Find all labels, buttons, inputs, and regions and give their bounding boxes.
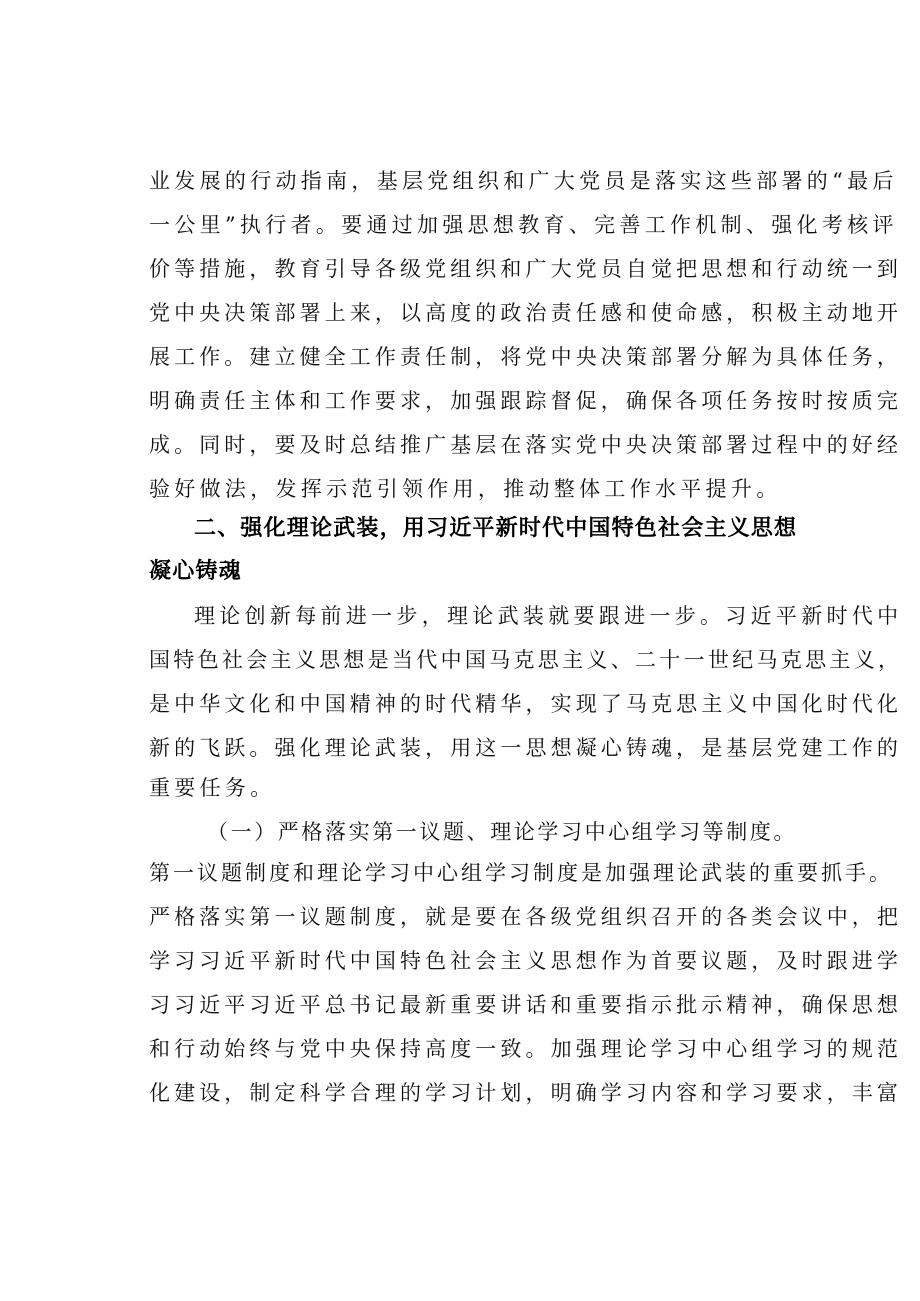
text-line: 业发展的行动指南，基层党组织和广大党员是落实这些部署的“最后 [149, 169, 898, 193]
text-line: 重要任务。 [149, 776, 276, 800]
text-line: 展工作。建立健全工作责任制，将党中央决策部署分解为具体任务， [149, 345, 902, 369]
section-heading-line: 二、强化理论武装，用习近平新时代中国特色社会主义思想 [194, 516, 798, 541]
subsection-heading: （一）严格落实第一议题、理论学习中心组学习等制度。 [207, 820, 797, 844]
text-line: 和行动始终与党中央保持高度一致。加强理论学习中心组学习的规范 [149, 1037, 902, 1061]
text-line: 一公里”执行者。要通过加强思想教育、完善工作机制、强化考核评 [149, 213, 898, 237]
text-line: 价等措施，教育引导各级党组织和广大党员自觉把思想和行动统一到 [149, 257, 902, 281]
text-line: 理论创新每前进一步，理论武装就要跟进一步。习近平新时代中 [194, 604, 903, 628]
text-line: 明确责任主体和工作要求，加强跟踪督促，确保各项任务按时按质完 [149, 389, 902, 413]
text-line: 习习近平习近平总书记最新重要讲话和重要指示批示精神，确保思想 [149, 993, 902, 1017]
text-line: 国特色社会主义思想是当代中国马克思主义、二十一世纪马克思主义， [149, 648, 903, 672]
text-line: 第一议题制度和理论学习中心组学习制度是加强理论武装的重要抓手。 [149, 861, 893, 885]
text-line: 验好做法，发挥示范引领作用，推动整体工作水平提升。 [149, 477, 782, 501]
section-heading-line: 凝心铸魂 [149, 559, 242, 584]
text-line: 是中华文化和中国精神的时代精华，实现了马克思主义中国化时代化 [149, 692, 902, 716]
text-line: 严格落实第一议题制度，就是要在各级党组织召开的各类会议中，把 [149, 905, 902, 929]
text-line: 新的飞跃。强化理论武装，用这一思想凝心铸魂，是基层党建工作的 [149, 736, 902, 760]
text-line: 学习习近平新时代中国特色社会主义思想作为首要议题，及时跟进学 [149, 949, 902, 973]
text-line: 化建设，制定科学合理的学习计划，明确学习内容和学习要求，丰富 [149, 1081, 902, 1105]
text-line: 党中央决策部署上来，以高度的政治责任感和使命感，积极主动地开 [149, 301, 902, 325]
text-line: 成。同时，要及时总结推广基层在落实党中央决策部署过程中的好经 [149, 433, 902, 457]
